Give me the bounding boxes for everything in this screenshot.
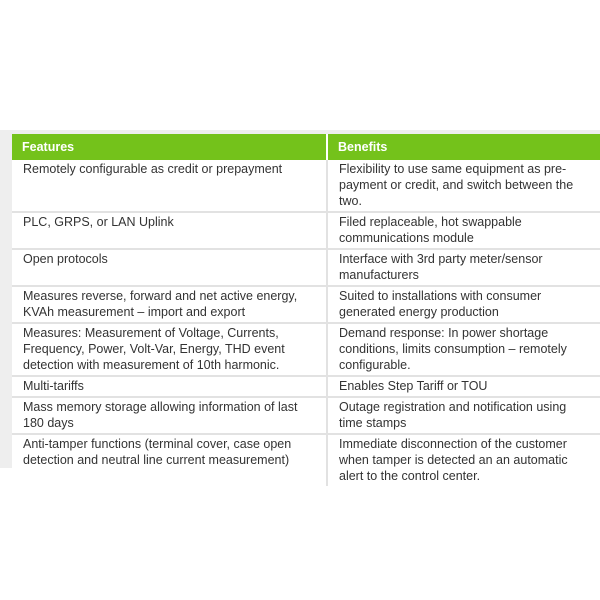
- benefits-column-header: Benefits: [328, 134, 600, 160]
- table-row: [12, 160, 600, 213]
- benefit-cell: Suited to installations with consumer generated energy production: [328, 287, 600, 324]
- feature-cell: Measures: Measurement of Voltage, Currents, Frequency, Power, Volt-Var, Energy, THD event detection with measurement of 10th harmonic.: [12, 324, 328, 377]
- table-header-row: [12, 134, 600, 160]
- benefit-cell: Enables Step Tariff or TOU: [328, 377, 600, 398]
- feature-cell: Open protocols: [12, 250, 328, 287]
- benefit-cell: Interface with 3rd party meter/sensor manufacturers: [328, 250, 600, 287]
- benefit-cell: Outage registration and notification using time stamps: [328, 398, 600, 435]
- benefit-cell: Immediate disconnection of the customer when tamper is detected an an automatic alert to the control center.: [328, 435, 600, 486]
- benefit-cell: Demand response: In power shortage conditions, limits consumption – remotely configurable.: [328, 324, 600, 377]
- table-row: [12, 213, 600, 250]
- benefit-cell: Filed replaceable, hot swappable communications module: [328, 213, 600, 250]
- feature-cell: PLC, GRPS, or LAN Uplink: [12, 213, 328, 250]
- table-row: [12, 398, 600, 435]
- feature-cell: Remotely configurable as credit or prepayment: [12, 160, 328, 213]
- benefit-cell: Flexibility to use same equipment as pre-payment or credit, and switch between the two.: [328, 160, 600, 213]
- table-row: [12, 377, 600, 398]
- features-column-header: Features: [12, 134, 328, 160]
- feature-cell: Measures reverse, forward and net active energy, KVAh measurement – import and export: [12, 287, 328, 324]
- table-row: [12, 287, 600, 324]
- feature-cell: Anti-tamper functions (terminal cover, case open detection and neutral line current measurement): [12, 435, 328, 486]
- table-row: [12, 250, 600, 287]
- feature-cell: Mass memory storage allowing information of last 180 days: [12, 398, 328, 435]
- table-row: [12, 324, 600, 377]
- table-row: [12, 435, 600, 486]
- features-benefits-table: [12, 134, 600, 486]
- feature-cell: Multi-tariffs: [12, 377, 328, 398]
